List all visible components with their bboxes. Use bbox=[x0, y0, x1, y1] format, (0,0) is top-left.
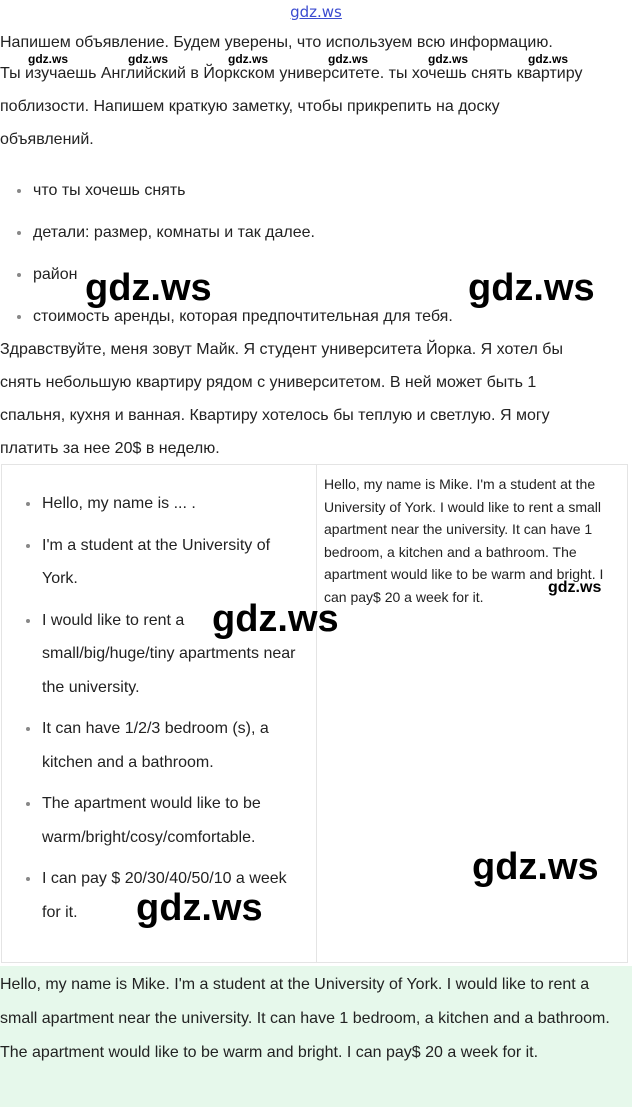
task-intro bbox=[0, 26, 628, 156]
watermark: gdz.ws bbox=[548, 579, 602, 596]
watermark: gdz.ws bbox=[428, 52, 469, 66]
final-answer-text: Hello, my name is Mike. I'm a student at the University of York. I would like to rent a small apartment near the university. It can have 1 bedroom, a kitchen and a bathroom. The apartment would like to be warm and bright. I can pay$ 20 a week for it. bbox=[0, 976, 610, 1061]
list-item: район bbox=[0, 264, 600, 306]
watermark: gdz.ws bbox=[328, 52, 369, 66]
watermark: gdz.ws bbox=[212, 598, 339, 640]
list-item: I can pay $ 20/30/40/50/10 a week for it. bbox=[2, 862, 302, 929]
useful-phrases-list bbox=[2, 487, 302, 937]
russian-answer bbox=[0, 333, 628, 465]
watermark: gdz.ws bbox=[228, 52, 269, 66]
list-item: I'm a student at the University of York. bbox=[2, 529, 302, 596]
list-item: Hello, my name is ... . bbox=[2, 487, 302, 521]
task-line: поблизости. Напишем краткую заметку, чтобы прикрепить на доску bbox=[0, 98, 500, 115]
column-divider bbox=[316, 465, 317, 962]
watermark: gdz.ws bbox=[528, 52, 569, 66]
list-item: I would like to rent a small/big/huge/tiny apartments near the university. bbox=[2, 604, 302, 705]
task-line: Напишем объявление. Будем уверены, что используем всю информацию. bbox=[0, 34, 553, 51]
list-item: стоимость аренды, которая предпочтительная для тебя. bbox=[0, 306, 600, 348]
requirements-list bbox=[0, 180, 600, 348]
sample-advert: Hello, my name is Mike. I'm a student at the University of York. I would like to rent a small apartment near the university. It can have 1 bedroom, a kitchen and a bathroom. The apartment would like to be warm and bright. I can pay$ 20 a week for it. bbox=[324, 476, 604, 605]
watermark: gdz.ws bbox=[28, 52, 69, 66]
list-item: It can have 1/2/3 bedroom (s), a kitchen and a bathroom. bbox=[2, 712, 302, 779]
watermark: gdz.ws bbox=[136, 887, 263, 929]
watermark: gdz.ws bbox=[472, 846, 599, 888]
watermark: gdz.ws bbox=[128, 52, 169, 66]
list-item: The apartment would like to be warm/bright/cosy/comfortable. bbox=[2, 787, 302, 854]
watermark: gdz.ws bbox=[468, 267, 595, 309]
watermark: gdz.ws bbox=[85, 267, 212, 309]
answer-line: платить за нее 20$ в неделю. bbox=[0, 440, 220, 457]
final-answer-box bbox=[0, 966, 632, 1107]
answer-line: снять небольшую квартиру рядом с университетом. В ней может быть 1 bbox=[0, 374, 537, 391]
answer-line: спальня, кухня и ванная. Квартиру хотелось бы теплую и светлую. Я могу bbox=[0, 407, 550, 424]
task-line: объявлений. bbox=[0, 131, 94, 148]
task-line: Ты изучаешь Английский в Йоркском университете. ты хочешь снять квартиру bbox=[0, 65, 583, 82]
list-item: что ты хочешь снять bbox=[0, 180, 600, 222]
site-link[interactable]: gdz.ws bbox=[290, 3, 342, 21]
phrases-table bbox=[1, 464, 628, 963]
list-item: детали: размер, комнаты и так далее. bbox=[0, 222, 600, 264]
answer-line: Здравствуйте, меня зовут Майк. Я студент университета Йорка. Я хотел бы bbox=[0, 341, 563, 358]
